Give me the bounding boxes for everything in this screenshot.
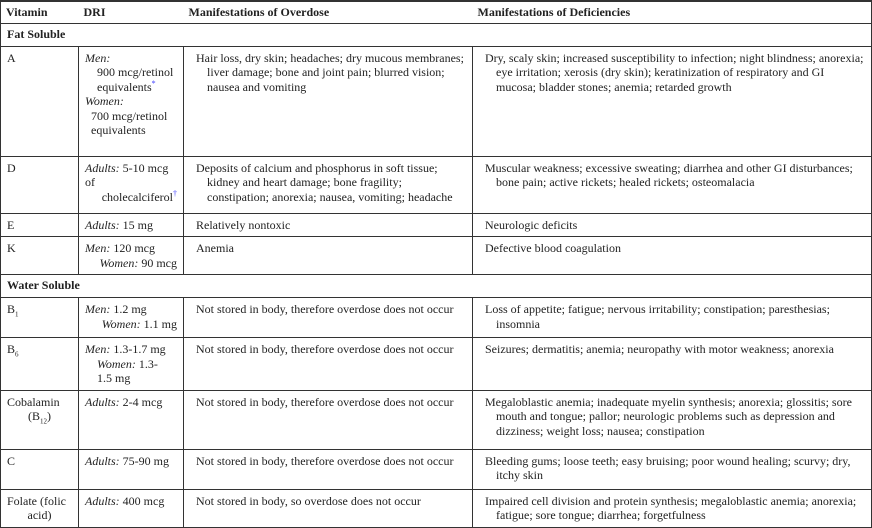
dri-women-value-cont: 1.5 mg bbox=[97, 371, 131, 385]
deficiency-text: Bleeding gums; loose teeth; easy bruising; poor wound healing; scurvy; dry, itchy skin bbox=[485, 453, 851, 482]
overdose-text: Not stored in body, so overdose does not occur bbox=[196, 493, 421, 508]
deficiency-text: Seizures; dermatitis; anemia; neuropathy with motor weakness; anorexia bbox=[485, 342, 834, 356]
overdose-text: Anemia bbox=[196, 241, 234, 255]
overdose-text: Relatively nontoxic bbox=[196, 217, 291, 232]
vitamin-subscript: 1 bbox=[15, 310, 19, 319]
overdose-cell bbox=[184, 213, 473, 237]
vitamin-name: D bbox=[1, 156, 79, 213]
dri-women-label: Women: bbox=[85, 94, 124, 108]
vitamin-label-cont: acid) bbox=[27, 508, 52, 522]
dri-women-value: 90 mcg bbox=[141, 255, 177, 270]
vitamin-name bbox=[1, 489, 79, 527]
section-title: Fat Soluble bbox=[1, 23, 872, 46]
vitamin-name bbox=[1, 298, 79, 338]
vitamin-alias-close: ) bbox=[47, 409, 51, 423]
dri-men-text: 900 mcg/retinol equivalents bbox=[97, 65, 174, 94]
vitamin-name: A bbox=[1, 46, 79, 156]
header-overdose: Manifestations of Overdose bbox=[184, 1, 473, 23]
dri-value-cont bbox=[85, 190, 177, 205]
overdose-cell bbox=[184, 449, 473, 489]
dri-men-label: Men: bbox=[85, 50, 111, 65]
deficiency-text: Loss of appetite; fatigue; nervous irritability; constipation; paresthesias; insomnia bbox=[485, 302, 830, 331]
deficiency-cell bbox=[473, 449, 872, 489]
overdose-text: Hair loss, dry skin; headaches; dry mucous membranes; liver damage; bone and joint pain; blurred vision; nausea and vomiting bbox=[196, 50, 464, 94]
deficiency-text: Impaired cell division and protein synthesis; megaloblastic anemia; anorexia; fatigue; sore tongue; diarrhea; forgetfulness bbox=[485, 493, 857, 522]
dri-cell bbox=[79, 237, 184, 275]
overdose-cell bbox=[184, 298, 473, 338]
header-row bbox=[1, 1, 872, 23]
dri-cell bbox=[79, 338, 184, 391]
overdose-cell bbox=[184, 489, 473, 527]
dri-label: Adults: bbox=[85, 160, 120, 175]
table-row bbox=[1, 213, 872, 237]
overdose-cell bbox=[184, 237, 473, 275]
deficiency-cell bbox=[473, 46, 872, 156]
dri-women bbox=[85, 317, 177, 332]
header-deficiency: Manifestations of Deficiencies bbox=[473, 1, 872, 23]
dri-value: 5-10 mcg of bbox=[85, 160, 169, 189]
table-row bbox=[1, 46, 872, 156]
vitamin-alias-letter: (B bbox=[28, 409, 40, 423]
deficiency-text: Muscular weakness; excessive sweating; diarrhea and other GI disturbances; bone pain; active rickets; healed rickets; osteomalacia bbox=[485, 160, 853, 189]
overdose-cell bbox=[184, 338, 473, 391]
vitamin-letter: B bbox=[7, 342, 16, 356]
vitamin-label: Cobalamin bbox=[7, 394, 60, 409]
dri-label: Adults: bbox=[85, 217, 120, 232]
overdose-cell bbox=[184, 46, 473, 156]
section-title: Water Soluble bbox=[1, 275, 872, 298]
table-row bbox=[1, 237, 872, 275]
deficiency-text: Dry, scaly skin; increased susceptibility to infection; night blindness; anorexia; eye irritation; xerosis (dry skin); keratinization of respiratory and GI mucosa; bladder stones; anemia; retarded growth bbox=[485, 50, 864, 94]
overdose-cell bbox=[184, 156, 473, 213]
dri-women bbox=[85, 357, 177, 372]
vitamin-label: Folate (folic bbox=[7, 493, 66, 508]
dri-men-value: 1.3-1.7 mg bbox=[113, 342, 166, 356]
overdose-text: Not stored in body, therefore overdose does not occur bbox=[196, 342, 454, 356]
vitamin-subscript: 6 bbox=[15, 350, 19, 359]
vitamin-alias bbox=[7, 409, 72, 424]
dri-cell bbox=[79, 449, 184, 489]
table-row bbox=[1, 156, 872, 213]
dri-women-value: 1.3- bbox=[138, 356, 158, 371]
dri-men-value: 120 mcg bbox=[113, 241, 155, 255]
deficiency-text: Megaloblastic anemia; inadequate myelin synthesis; anorexia; glossitis; sore mouth and tongue; pallor; neurologic problems such as depression and dizziness; weight loss; nausea; constipation bbox=[485, 394, 852, 438]
deficiency-cell bbox=[473, 213, 872, 237]
deficiency-cell bbox=[473, 156, 872, 213]
dri-women bbox=[85, 256, 177, 271]
dri-women-value: 700 mcg/retinol equivalents bbox=[91, 108, 168, 137]
overdose-text: Not stored in body, therefore overdose does not occur bbox=[196, 302, 454, 316]
dri-cell bbox=[79, 298, 184, 338]
dri-value: 75-90 mg bbox=[122, 453, 170, 468]
overdose-text: Deposits of calcium and phosphorus in soft tissue; kidney and heart damage; bone fragility; constipation; anorexia; nausea, vomiting; headache bbox=[196, 160, 453, 204]
vitamin-subscript: 12 bbox=[40, 417, 47, 426]
dri-value: 15 mg bbox=[122, 217, 154, 232]
dri-label: Adults: bbox=[85, 394, 120, 409]
overdose-text: Not stored in body, therefore overdose does not occur bbox=[196, 394, 454, 409]
dri-cell bbox=[79, 489, 184, 527]
section-row-fat-soluble bbox=[1, 23, 872, 46]
dri-women-label: Women: bbox=[97, 356, 136, 371]
overdose-cell bbox=[184, 390, 473, 449]
footnote-marker[interactable]: † bbox=[173, 188, 177, 198]
vitamin-name: K bbox=[1, 237, 79, 275]
deficiency-text: Neurologic deficits bbox=[485, 217, 578, 232]
table-row bbox=[1, 489, 872, 527]
vitamin-name: E bbox=[1, 213, 79, 237]
dri-women-label: Women: bbox=[99, 255, 139, 270]
dri-men-label: Men: bbox=[85, 342, 111, 356]
deficiency-cell bbox=[473, 237, 872, 275]
vitamin-name bbox=[1, 390, 79, 449]
deficiency-cell bbox=[473, 390, 872, 449]
dri-value-text: cholecalciferol bbox=[101, 189, 173, 204]
vitamin-name: C bbox=[1, 449, 79, 489]
dri-men-value: 1.2 mg bbox=[113, 302, 147, 316]
dri-cell bbox=[79, 46, 184, 156]
dri-cell bbox=[79, 390, 184, 449]
footnote-marker[interactable]: * bbox=[151, 78, 156, 88]
dri-women-value: 1.1 mg bbox=[143, 316, 177, 331]
dri-women-label: Women: bbox=[101, 316, 141, 331]
overdose-text: Not stored in body, therefore overdose does not occur bbox=[196, 453, 454, 468]
dri-value: 400 mcg bbox=[122, 493, 165, 508]
deficiency-cell bbox=[473, 338, 872, 391]
header-dri: DRI bbox=[79, 1, 184, 23]
table-row bbox=[1, 449, 872, 489]
dri-men-label: Men: bbox=[85, 302, 111, 316]
header-vitamin: Vitamin bbox=[1, 1, 79, 23]
dri-value: 2-4 mcg bbox=[122, 394, 163, 409]
table-row bbox=[1, 298, 872, 338]
dri-cell bbox=[79, 156, 184, 213]
deficiency-text: Defective blood coagulation bbox=[485, 241, 621, 255]
vitamin-letter: B bbox=[7, 302, 16, 316]
vitamin-name bbox=[1, 338, 79, 391]
dri-men-label: Men: bbox=[85, 241, 111, 255]
table-row bbox=[1, 338, 872, 391]
dri-label: Adults: bbox=[85, 453, 120, 468]
dri-label: Adults: bbox=[85, 493, 120, 508]
dri-cell bbox=[79, 213, 184, 237]
dri-men-value bbox=[85, 65, 177, 94]
section-row-water-soluble bbox=[1, 275, 872, 298]
deficiency-cell bbox=[473, 298, 872, 338]
deficiency-cell bbox=[473, 489, 872, 527]
table-row bbox=[1, 390, 872, 449]
